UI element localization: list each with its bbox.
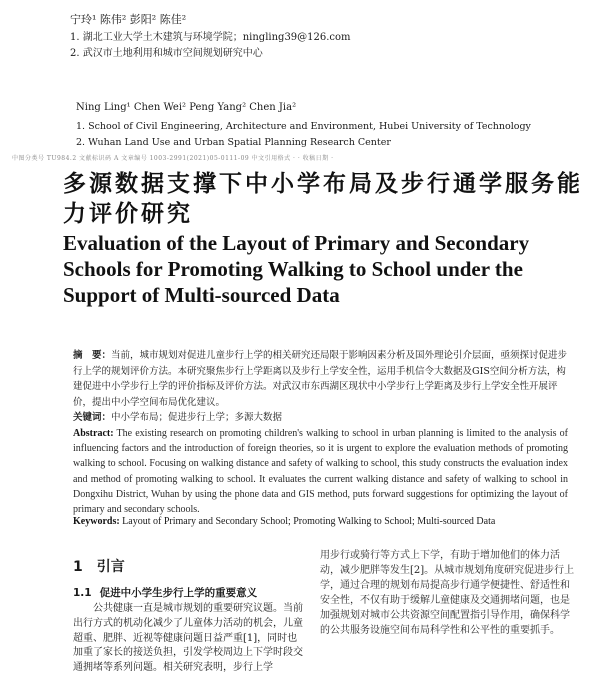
abstract-english [73, 426, 568, 517]
abstract-cn-text: 当前，城市规划对促进儿童步行上学的相关研究还局限于影响因素分析及国外理论引介层面，亟须探讨促进步行上学的规划评价方法。本研究聚焦步行上学距离以及步行上学安全性，运用手机信令大数据及GIS空间分析方法，构建促进中小学步行上学的评价指标及评价方法。对武汉市东西湖区现状中小学步行上学距离及步行上学安全性开展评价，提出中小学空间布局优化建议。 [73, 350, 568, 408]
keywords-en-text: Layout of Primary and Secondary School; Promoting Walking to School; Multi-sourced Data [122, 516, 496, 527]
section-heading [73, 556, 125, 576]
keywords-en-label: Keywords: [73, 516, 120, 527]
subsection-number: 1.1 [73, 587, 92, 599]
affiliation-cn-1: 1. 湖北工业大学土木建筑与环境学院；ningling39@126.com [70, 32, 351, 43]
section-title: 引言 [96, 559, 125, 575]
keywords-english [73, 516, 568, 527]
keywords-cn-text: 中小学布局；促进步行上学；多源大数据 [111, 412, 283, 423]
title-chinese: 多源数据支撑下中小学布局及步行通学服务能力评价研究 [63, 171, 583, 227]
authors-chinese: 宁玲¹ 陈伟² 彭阳² 陈佳² [70, 13, 187, 26]
affiliation-en-1: 1. School of Civil Engineering, Architecture and Environment, Hubei University of Technology [76, 121, 531, 132]
abstract-en-text: The existing research on promoting children's walking to school in urban planning is limited to the analysis of influencing factors and the introduction of foreign theories, so it is urgent to explore the evaluation methods of promoting walking to school. Focusing on walking distance and safety of walking to school, this study constructs the evaluation index and method of promoting walking to school. It evaluates the current walking distance and safety of walking to school in Dongxihu District, Wuhan by using the phone data and GIS method, puts forward suggestions for optimizing the layout of primary and secondary schools. [73, 428, 568, 516]
subsection-heading [73, 585, 257, 600]
classification-line: 中图分类号 TU984.2 文献标识码 A 文章编号 1003-2991(2021)05-0111-09 中文引用格式 · · 收稿日期 · [12, 155, 334, 162]
authors-english: Ning Ling¹ Chen Wei² Peng Yang² Chen Jia² [76, 102, 297, 113]
abstract-en-label: Abstract: [73, 428, 114, 439]
section-number: 1 [73, 559, 83, 575]
abstract-chinese [73, 348, 568, 410]
keywords-cn-label: 关键词： [73, 412, 112, 423]
keywords-chinese [73, 409, 568, 423]
affiliation-en-2: 2. Wuhan Land Use and Urban Spatial Planning Research Center [76, 137, 391, 148]
affiliation-cn-2: 2. 武汉市土地利用和城市空间规划研究中心 [70, 48, 263, 59]
title-english: Evaluation of the Layout of Primary and Secondary Schools for Promoting Walking to School under the Support of Multi-sourced Data [63, 231, 530, 307]
abstract-cn-label: 摘 要： [73, 350, 112, 361]
body-text-right-column: 用步行或骑行等方式上下学，有助于增加他们的体力活动，减少肥胖等发生[2]。从城市规划角度研究促进步行上学，通过合理的规划布局提高步行通学便捷性、舒适性和安全性，不仅有助于缓解儿童健康及交通拥堵问题，也是加强规划对城市公共资源空间配置指引导作用，确保科学的公共服务设施空间布局科学性和公平性的重要抓手。 [320, 550, 575, 636]
subsection-title: 促进中小学生步行上学的重要意义 [99, 587, 258, 599]
body-text-left-column: 公共健康一直是城市规划的重要研究议题。当前出行方式的机动化减少了儿童体力活动的机会，儿童超重、肥胖、近视等健康问题日益严重[1]，同时也加重了家长的接送负担，引发学校周边上下学时段交通拥堵等系列问题。相关研究表明，步行上学 [73, 603, 303, 674]
